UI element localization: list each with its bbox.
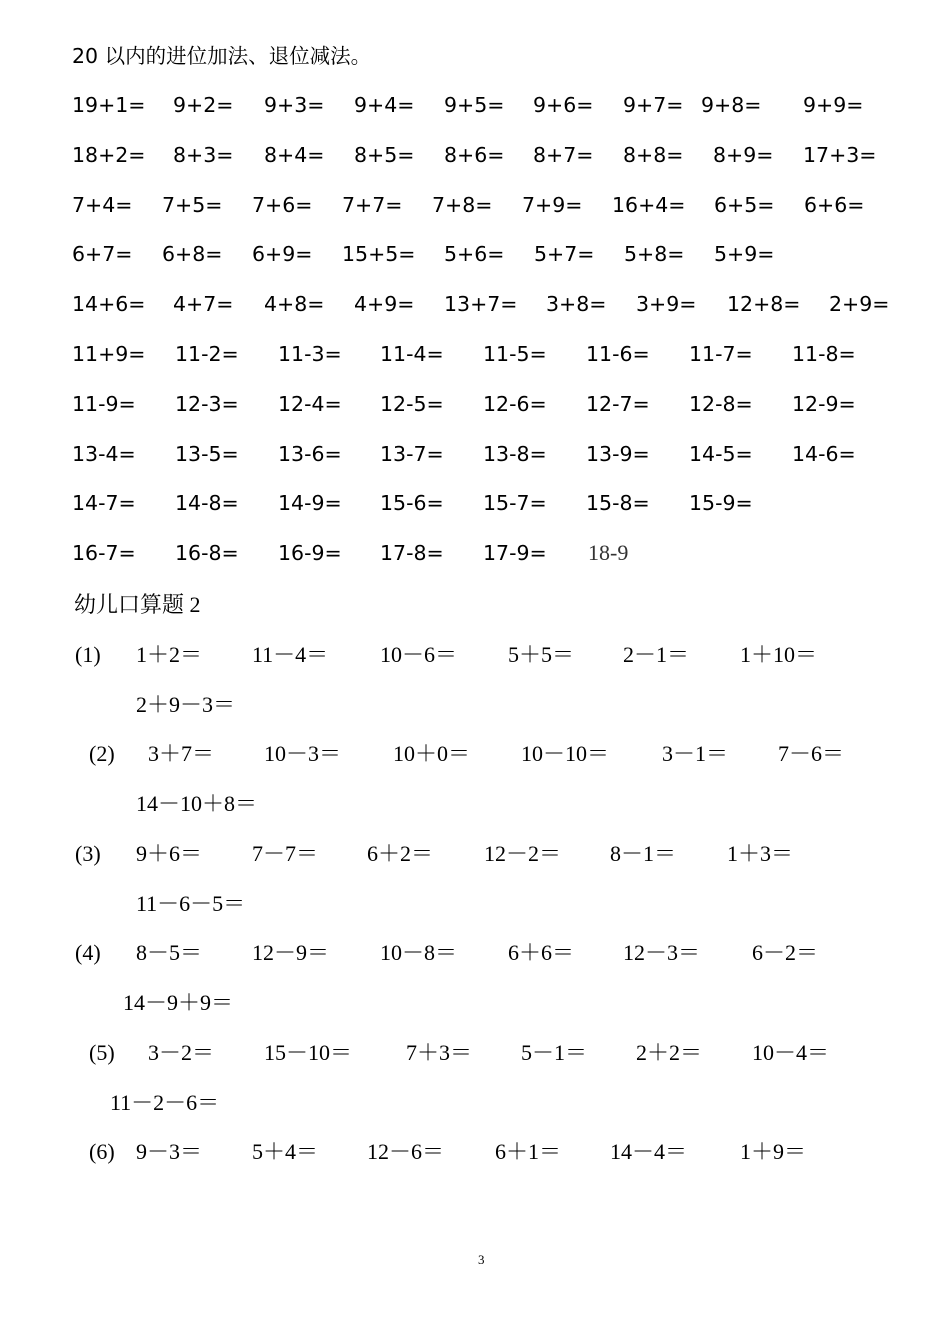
exercise-item: 1＋2＝ — [136, 642, 203, 667]
drill-problem: 4+7= — [173, 292, 234, 317]
drill-problem: 9+3= — [264, 93, 325, 117]
drill-problem: 6+9= — [252, 242, 313, 267]
drill-problem: 5+7= — [534, 242, 595, 267]
exercise-item: 8－1＝ — [610, 841, 677, 866]
drill-problem: 9+7= — [623, 93, 684, 117]
drill-problem: 14-5= — [689, 441, 753, 466]
drill-problem: 12-9= — [792, 391, 856, 416]
exercise-item: 12－3＝ — [623, 940, 701, 965]
exercise-extra: 11－6－5＝ — [136, 891, 246, 916]
exercise-item: 6＋2＝ — [367, 841, 434, 866]
drill-problem: 9+5= — [444, 93, 505, 117]
drill-problem: 17-8= — [380, 541, 444, 566]
drill-problem: 13-7= — [380, 441, 444, 466]
group-label: (3) — [75, 841, 101, 866]
drill-problem: 7+4= — [72, 192, 133, 217]
exercise-item: 5＋5＝ — [508, 642, 575, 667]
exercise-item: 11－4＝ — [252, 642, 329, 667]
page-number: 3 — [478, 1252, 485, 1267]
exercise-item: 10＋0＝ — [393, 741, 471, 766]
drill-problem: 14+6= — [72, 292, 146, 317]
drill-problem: 8+4= — [264, 142, 325, 167]
drill-problem: 6+8= — [162, 242, 223, 267]
drill-problem: 12-3= — [175, 391, 239, 416]
drill-problem: 7+8= — [432, 192, 493, 217]
drill-problem: 7+5= — [162, 192, 223, 217]
exercise-item: 10－4＝ — [752, 1040, 830, 1065]
drill-problem: 9+9= — [803, 93, 864, 117]
drill-problem: 8+5= — [354, 142, 415, 167]
drill-problem: 13-8= — [483, 441, 547, 466]
drill-problem: 15-7= — [483, 491, 547, 516]
exercise-item: 10－10＝ — [521, 741, 610, 766]
drill-problem: 12-5= — [380, 391, 444, 416]
exercise-extra: 14－10＋8＝ — [136, 791, 258, 816]
drill-problem: 7+9= — [522, 192, 583, 217]
exercise-item: 12－2＝ — [484, 841, 562, 866]
drill-problem: 5+6= — [444, 242, 505, 267]
drill-problem: 14-7= — [72, 491, 136, 516]
drill-problem: 16-7= — [72, 541, 136, 566]
drill-problem: 3+9= — [636, 292, 697, 317]
exercise-extra: 14－9＋9＝ — [123, 990, 234, 1015]
drill-problem: 16-8= — [175, 541, 239, 566]
exercise-item: 5＋4＝ — [252, 1139, 319, 1164]
drill-problem: 11-6= — [586, 342, 650, 366]
exercise-item: 7－6＝ — [778, 741, 845, 766]
exercise-item: 3－2＝ — [148, 1040, 215, 1065]
exercise-item: 8－5＝ — [136, 940, 203, 965]
drill-problem: 14-8= — [175, 491, 239, 516]
drill-problem: 11-8= — [792, 342, 856, 366]
drill-problem: 4+9= — [354, 292, 415, 317]
exercise-item: 12－6＝ — [367, 1139, 445, 1164]
group-label: (5) — [89, 1040, 115, 1065]
drill-problem: 5+8= — [624, 242, 685, 267]
drill-problem: 6+6= — [804, 192, 865, 217]
drill-problem: 8+6= — [444, 142, 505, 167]
drill-problem: 11-4= — [380, 342, 444, 366]
exercise-item: 12－9＝ — [252, 940, 330, 965]
drill-problem: 8+8= — [623, 142, 684, 167]
drill-problem: 8+3= — [173, 142, 234, 167]
exercise-item: 10－6＝ — [380, 642, 458, 667]
drill-problem: 15-6= — [380, 491, 444, 516]
group-label: (2) — [89, 741, 115, 766]
drill-problem: 9+4= — [354, 93, 415, 117]
exercise-item: 10－8＝ — [380, 940, 458, 965]
exercise-item: 7－7＝ — [252, 841, 319, 866]
exercise-extra: 11－2－6＝ — [110, 1090, 220, 1115]
drill-problem: 13+7= — [444, 292, 518, 317]
exercise-item: 6－2＝ — [752, 940, 819, 965]
drill-problem: 9+2= — [173, 93, 234, 117]
exercise-item: 1＋3＝ — [727, 841, 794, 866]
exercise-item: 2＋2＝ — [636, 1040, 703, 1065]
drill-problem: 7+6= — [252, 192, 313, 217]
drill-problem: 12-6= — [483, 391, 547, 416]
exercise-item: 9＋6＝ — [136, 841, 203, 866]
drill-problem: 13-5= — [175, 441, 239, 466]
exercise-item: 3＋7＝ — [148, 741, 215, 766]
exercise-item: 15－10＝ — [264, 1040, 353, 1065]
drill-problem: 11-2= — [175, 342, 239, 366]
group-label: (6) — [89, 1139, 115, 1164]
exercise-item: 5－1＝ — [521, 1040, 588, 1065]
drill-problem: 8+9= — [713, 142, 774, 167]
drill-problem: 17+3= — [803, 142, 877, 167]
exercise-item: 7＋3＝ — [406, 1040, 473, 1065]
drill-problem: 17-9= — [483, 541, 547, 566]
drill-problem: 12-8= — [689, 391, 753, 416]
exercise-item: 14－4＝ — [610, 1139, 688, 1164]
exercise-item: 9－3＝ — [136, 1139, 203, 1164]
drill-problem: 5+9= — [714, 242, 775, 267]
drill-problem: 11-3= — [278, 342, 342, 366]
drill-problem: 6+5= — [714, 192, 775, 217]
drill-problem: 11-7= — [689, 342, 753, 366]
drill-problem: 14-6= — [792, 441, 856, 466]
drill-problem: 14-9= — [278, 491, 342, 516]
exercise-item: 6＋6＝ — [508, 940, 575, 965]
drill-problem: 3+8= — [546, 292, 607, 317]
drill-problem: 11+9= — [72, 342, 146, 366]
drill-problem: 9+8= — [701, 93, 762, 117]
exercise-item: 1＋10＝ — [740, 642, 818, 667]
drill-problem: 4+8= — [264, 292, 325, 317]
exercise-item: 6＋1＝ — [495, 1139, 562, 1164]
exercise-item: 2－1＝ — [623, 642, 690, 667]
drill-problem: 11-9= — [72, 391, 136, 416]
drill-problem: 13-9= — [586, 441, 650, 466]
drill-problem: 12-4= — [278, 391, 342, 416]
exercise-item: 1＋9＝ — [740, 1139, 807, 1164]
drill-problem: 12+8= — [727, 292, 801, 317]
group-label: (4) — [75, 940, 101, 965]
exercise-item: 10－3＝ — [264, 741, 342, 766]
drill-problem: 16-9= — [278, 541, 342, 566]
drill-problem: 15+5= — [342, 242, 416, 267]
drill-problem: 19+1= — [72, 93, 146, 117]
drill-problem: 7+7= — [342, 192, 403, 217]
drill-problem: 13-4= — [72, 441, 136, 466]
drill-problem: 12-7= — [586, 391, 650, 416]
drill-problem: 15-8= — [586, 491, 650, 516]
section-title: 幼儿口算题 2 — [74, 592, 201, 617]
exercise-item: 3－1＝ — [662, 741, 729, 766]
drill-problem: 8+7= — [533, 142, 594, 167]
drill-problem: 13-6= — [278, 441, 342, 466]
drill-problem: 15-9= — [689, 491, 753, 516]
drill-problem: 9+6= — [533, 93, 594, 117]
drill-problem: 2+9= — [829, 292, 890, 317]
drill-problem: 18+2= — [72, 142, 146, 167]
drill-problem: 18-9 — [588, 540, 629, 566]
worksheet-title: 20 以内的进位加法、退位减法。 — [72, 44, 372, 68]
exercise-extra: 2＋9－3＝ — [136, 692, 236, 717]
drill-problem: 6+7= — [72, 242, 133, 267]
group-label: (1) — [75, 642, 101, 667]
drill-problem: 16+4= — [612, 192, 686, 217]
drill-problem: 11-5= — [483, 342, 547, 366]
